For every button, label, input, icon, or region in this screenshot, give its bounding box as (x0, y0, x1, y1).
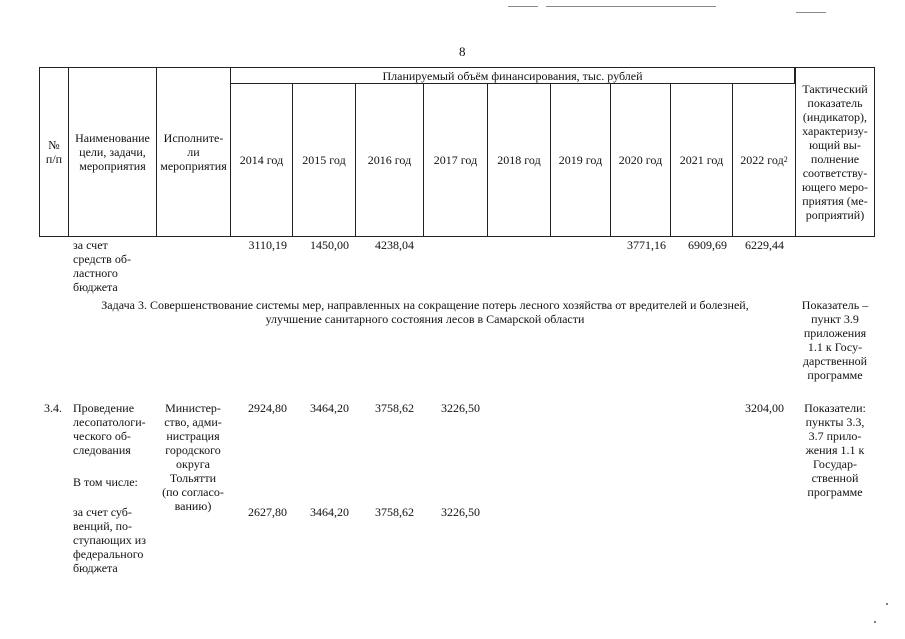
item-executor: Министер- ство, адми- нистрация городского округа Тольятти (по согласо- ванию) (162, 401, 224, 513)
year-2022-text: 2022 год (740, 153, 784, 167)
scan-speck (874, 621, 876, 623)
item-2015: 3464,20 (310, 401, 349, 415)
federal-2015: 3464,20 (310, 505, 349, 519)
page-number: 8 (459, 44, 466, 59)
federal-2014: 2627,80 (248, 505, 287, 519)
header-label-financing-title: Планируемый объём финансирования, тыс. рублей (382, 68, 643, 83)
federal-2016: 3758,62 (375, 505, 414, 519)
header-label-name: Наименование цели, задачи, мероприятия (75, 131, 150, 173)
regional-2020: 3771,16 (627, 238, 666, 252)
item-2014: 2924,80 (248, 401, 287, 415)
task3-indicator: Показатель – пункт 3.9 приложения 1.1 к Госу- дарственной программе (801, 298, 869, 382)
task3-title: Задача 3. Совершенствование системы мер, направленных на сокращение потерь лесного хозяйства от вредителей и болезней, улучшение санитарного состояния лесов в Самарской области (101, 298, 749, 326)
item-including-label: В том числе: (73, 475, 138, 489)
scan-speck (886, 603, 888, 605)
scan-line (508, 6, 538, 7)
header-label-2021: 2021 год (679, 153, 724, 167)
regional-2015: 1450,00 (310, 238, 349, 252)
regional-2014: 3110,19 (248, 238, 287, 252)
header-label-2016: 2016 год (367, 153, 412, 167)
header-label-2019: 2019 год (558, 153, 603, 167)
regional-2022: 6229,44 (745, 238, 784, 252)
regional-2021: 6909,69 (688, 238, 727, 252)
header-label-2017: 2017 год (433, 153, 478, 167)
scan-line (546, 6, 716, 7)
item-2022: 3204,00 (745, 401, 784, 415)
item-indicator: Показатели: пункты 3.3, 3.7 прило- жения 1.1 к Государ- ственной программе (804, 401, 866, 499)
header-label-2018: 2018 год (497, 153, 541, 167)
header-label-number: № п/п (45, 138, 63, 166)
federal-2017: 3226,50 (441, 505, 480, 519)
header-label-executor: Исполните- ли мероприятия (160, 131, 227, 173)
header-label-2014: 2014 год (239, 153, 284, 167)
header-label-indicator: Тактический показатель (индикатор), характеризу- ющий вы- полнение соответству- ющего меро- приятия (ме- роприятий) (801, 82, 869, 222)
scan-line (796, 12, 826, 13)
item-number: 3.4. (44, 401, 62, 415)
footnote-marker: 2 (783, 155, 788, 164)
item-name: Проведение лесопатологи- ческого об- следования (73, 401, 146, 457)
regional-budget-label: за счет средств об- ластного бюджета (73, 238, 131, 294)
header-label-2022 (732, 83, 796, 237)
header-label-2020: 2020 год (618, 153, 663, 167)
regional-2016: 4238,04 (375, 238, 414, 252)
header-label-2015: 2015 год (302, 153, 346, 167)
federal-label: за счет суб- венций, по- ступающих из федерального бюджета (73, 505, 146, 575)
item-2016: 3758,62 (375, 401, 414, 415)
item-2017: 3226,50 (441, 401, 480, 415)
